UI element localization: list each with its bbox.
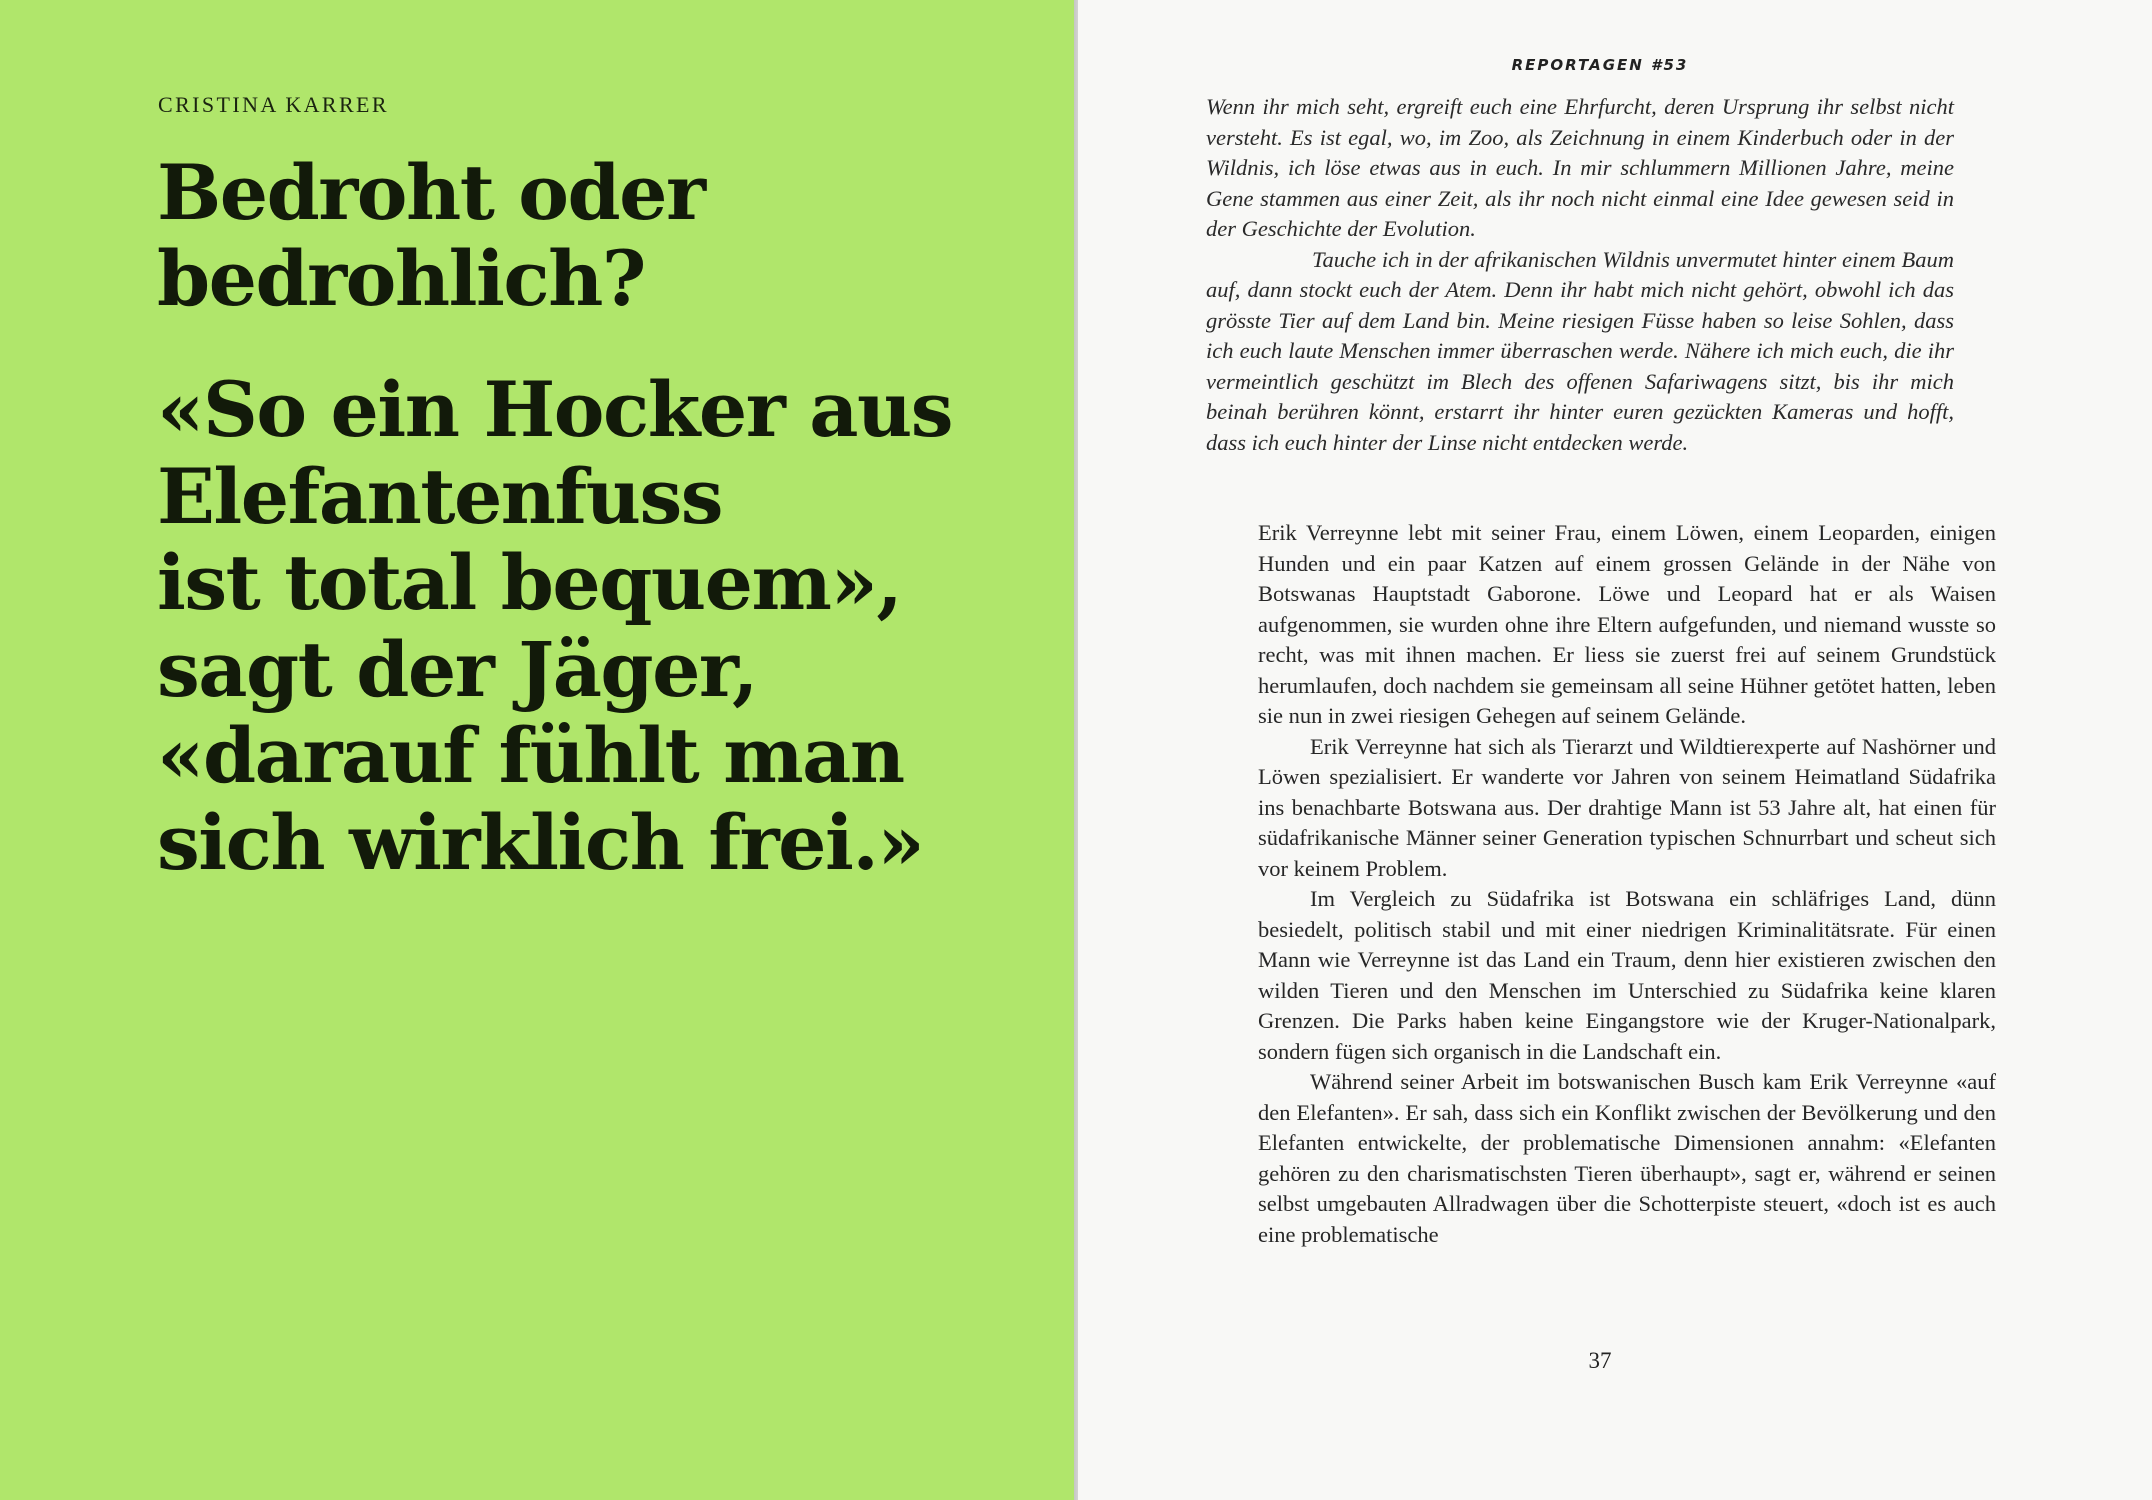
left-page [0,0,1074,1500]
intro-paragraph: Wenn ihr mich seht, ergreift euch eine Ehrfurcht, deren Ursprung ihr selbst nicht versteht. Es ist egal, wo, im Zoo, als Zeichnung in einem Kinderbuch oder in der Wildnis, ich löse etwas aus in euch. In mir schlummern Millionen Jahre, meine Gene stammen aus einer Zeit, als ihr noch nicht einmal eine Idee gewesen seid in der Geschichte der Evolution. [1206,94,1954,241]
running-head: REPORTAGEN #53 [1511,56,1689,74]
body-paragraph: Im Vergleich zu Südafrika ist Botswana ein schläfriges Land, dünn besiedelt, politisch stabil und mit einer niedrigen Kriminalitätsrate. Für einen Mann wie Verreynne ist das Land ein Traum, denn hier existieren zwischen den wilden Tieren und den Menschen im Unterschied zu Südafrika keine klaren Grenzen. Die Parks haben keine Eingangstore wie der Kruger-Nationalpark, sondern fügen sich organisch in die Landschaft ein. [1258,886,1996,1064]
article-headline: Bedroht oder bedrohlich? [157,148,705,323]
page-number: 37 [1588,1348,1612,1373]
body-paragraph: Erik Verreynne lebt mit seiner Frau, einem Löwen, einem Leoparden, einigen Hunden und ein paar Katzen auf einem grossen Gelände in der Nähe von Botswanas Hauptstadt Gaborone. Löwe und Leopard hat er als Waisen aufgenommen, sie wurden ohne ihre Eltern aufgefunden, und niemand wusste so recht, was mit ihnen machen. Er liess sie zuerst frei auf seinem Grundstück herumlaufen, doch nachdem sie gemeinsam all seine Hühner getötet hatten, leben sie nun in zwei riesigen Gehegen auf seinem Gelände. [1258,520,1996,728]
italic-intro [1206,92,1954,458]
body-paragraph: Während seiner Arbeit im botswanischen Busch kam Erik Verreynne «auf den Elefanten». Er sah, dass sich ein Konflikt zwischen der Bevölkerung und den Elefanten entwickelte, der problematische Dimensionen annahm: «Elefanten gehören zu den charismatischsten Tieren überhaupt», sagt er, während er seinen selbst umgebauten Allradwagen über die Schotterpiste steuert, «doch ist es auch eine problematische [1258,1069,1996,1247]
author-name: CRISTINA KARRER [158,92,389,117]
intro-paragraph: Tauche ich in der afrikanischen Wildnis unvermutet hinter einem Baum auf, dann stockt euch der Atem. Denn ihr habt mich nicht gehört, obwohl ich das grösste Tier auf dem Land bin. Meine riesigen Füsse haben so leise Sohlen, dass ich euch laute Menschen immer überraschen werde. Nähere ich mich euch, die ihr vermeintlich geschützt im Blech des offenen Safariwagens sitzt, bis ihr mich beinah berühren könnt, erstarrt ihr hinter euren gezückten Kameras und hofft, dass ich euch hinter der Linse nicht entdecken werde. [1206,246,1954,455]
pull-quote: «So ein Hocker aus Elefantenfuss ist total bequem», sagt der Jäger, «darauf fühlt man sich wirklich frei.» [157,365,953,887]
body-paragraph: Erik Verreynne hat sich als Tierarzt und Wildtierexperte auf Nashörner und Löwen spezialisiert. Er wanderte vor Jahren von seinem Heimatland Südafrika ins benachbarte Botswana aus. Der drahtige Mann ist 53 Jahre alt, hat einen für südafrikanische Männer seiner Generation typischen Schnurrbart und scheut sich vor keinem Problem. [1258,733,1996,881]
article-body [1258,518,1996,1250]
